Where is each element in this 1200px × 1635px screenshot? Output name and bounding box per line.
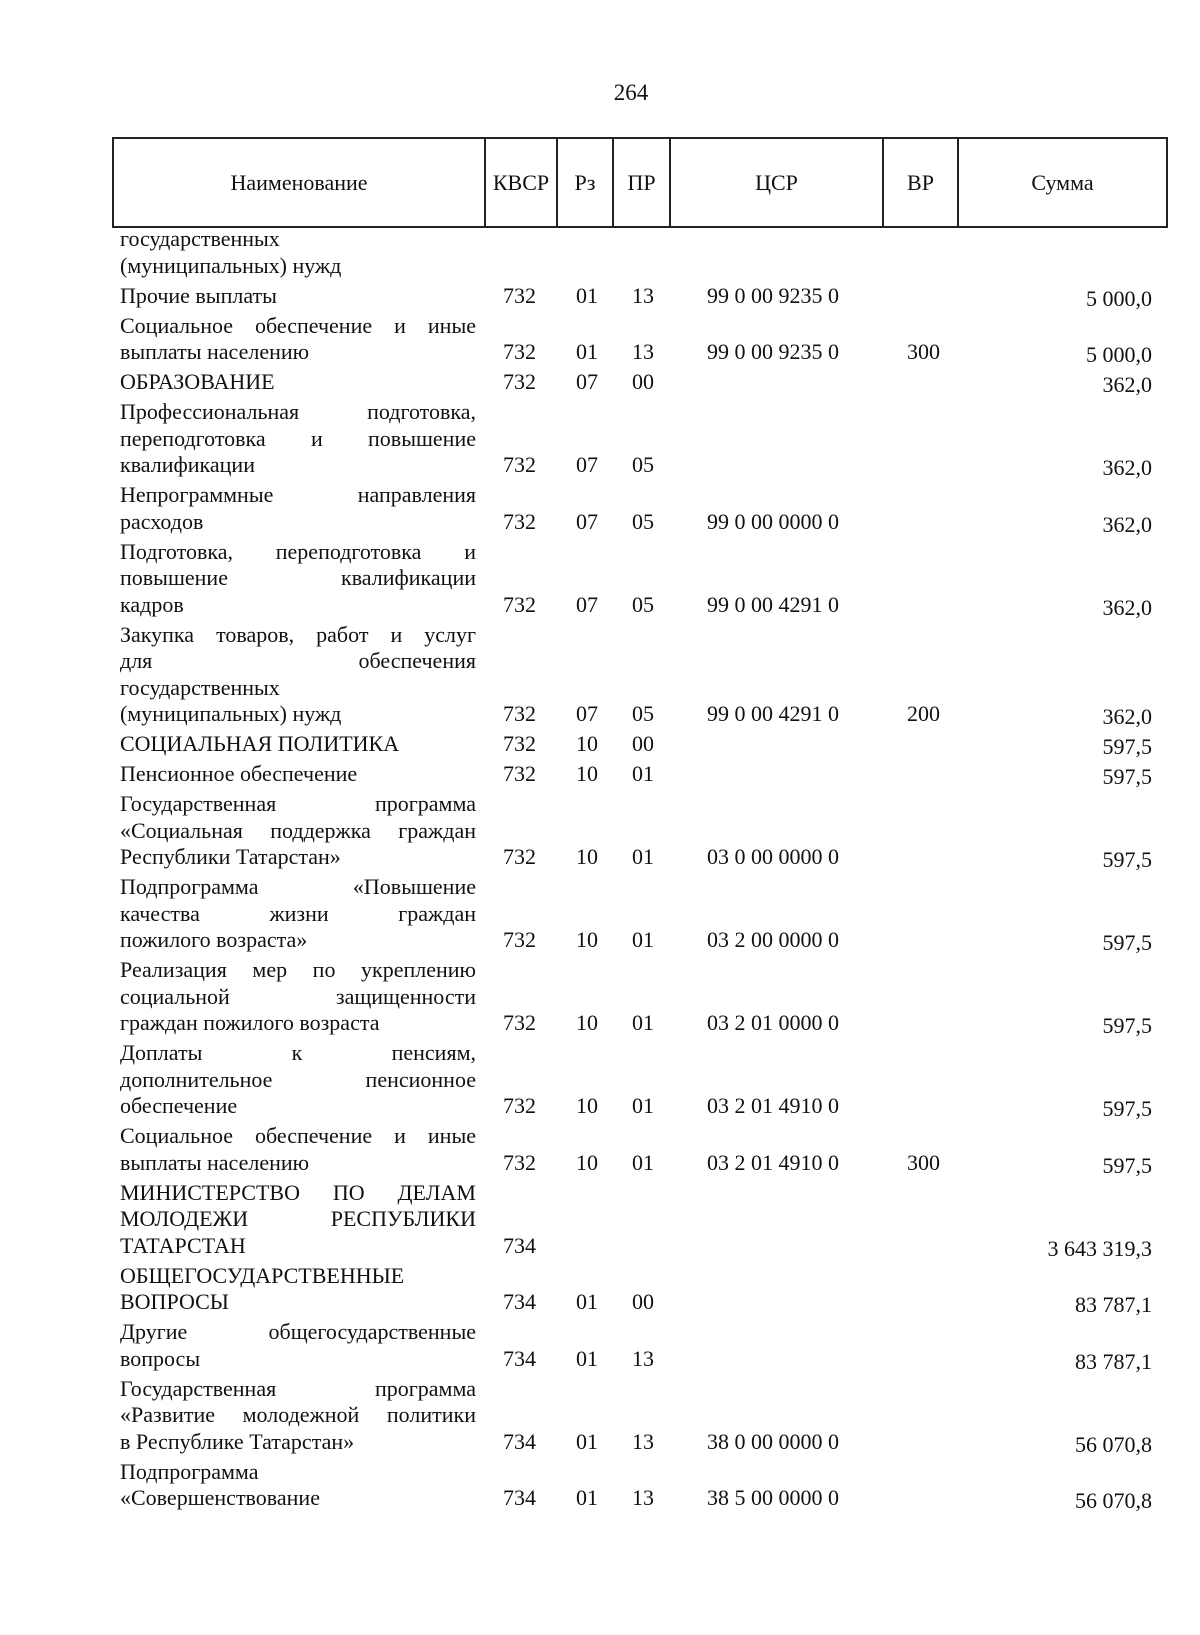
- row-sum: 83 787,1: [1075, 1348, 1152, 1374]
- row-name-line: Прочие выплаты: [120, 282, 277, 308]
- row-csr: 38 5 00 0000 0: [707, 1485, 839, 1510]
- row-name: [120, 369, 476, 396]
- row-name-line: повышение квалификации: [120, 565, 476, 590]
- row-kvsr: 732: [503, 452, 536, 477]
- table-header: [112, 137, 1168, 228]
- table-row: [0, 1263, 1200, 1316]
- row-name-line: Подпрограмма: [120, 1458, 259, 1484]
- table-row: [0, 761, 1200, 788]
- row-name-line: Республики Татарстан»: [120, 844, 341, 869]
- row-vr: 200: [907, 701, 940, 726]
- row-kvsr: 732: [503, 1093, 536, 1118]
- row-kvsr: 732: [503, 591, 536, 617]
- table-row: [0, 1376, 1200, 1456]
- row-name-line: Социальное обеспечение и иные: [120, 1123, 476, 1148]
- row-name-line: для обеспечения: [120, 648, 476, 673]
- table-row: [0, 874, 1200, 954]
- row-rz: 07: [576, 591, 598, 617]
- row-kvsr: 732: [503, 282, 536, 308]
- row-name-line: дополнительное пенсионное: [120, 1066, 476, 1092]
- table-row: [0, 1319, 1200, 1372]
- row-name-line: квалификации: [120, 452, 255, 477]
- row-sum: 597,5: [1102, 930, 1152, 955]
- row-name-line: Государственная программа: [120, 1375, 476, 1401]
- row-csr: 99 0 00 0000 0: [707, 508, 839, 534]
- row-sum: 597,5: [1102, 734, 1152, 759]
- row-kvsr: 732: [503, 1149, 536, 1175]
- row-name-line: вопросы: [120, 1345, 201, 1371]
- row-name-line: Доплаты к пенсиям,: [120, 1040, 476, 1065]
- row-rz: 10: [576, 1093, 598, 1118]
- row-name-line: ОБЩЕГОСУДАРСТВЕННЫЕ: [120, 1262, 405, 1288]
- row-kvsr: 732: [503, 508, 536, 534]
- row-name-line: Государственная программа: [120, 791, 476, 816]
- page-number: 264: [613, 80, 649, 105]
- row-sum: 56 070,8: [1075, 1488, 1152, 1513]
- row-rz: 10: [576, 761, 598, 786]
- header-kvsr: КВСР: [486, 139, 558, 226]
- header-csr: ЦСР: [671, 139, 884, 226]
- row-sum: 5 000,0: [1086, 285, 1152, 311]
- row-rz: 01: [576, 339, 598, 364]
- row-pr: 05: [632, 701, 654, 726]
- row-name-line: Реализация мер по укреплению: [120, 957, 476, 982]
- table-row: [0, 1180, 1200, 1260]
- row-name: [120, 313, 476, 366]
- row-kvsr: 734: [503, 1289, 536, 1314]
- row-name-line: государственных: [120, 226, 280, 251]
- row-name: [120, 1376, 476, 1456]
- row-pr: 01: [632, 1010, 654, 1035]
- row-sum: 56 070,8: [1075, 1431, 1152, 1457]
- row-rz: 10: [576, 927, 598, 952]
- row-kvsr: 734: [503, 1345, 536, 1371]
- row-sum: 362,0: [1102, 372, 1152, 397]
- row-rz: 10: [576, 1149, 598, 1175]
- row-pr: 01: [632, 761, 654, 786]
- row-name: [120, 957, 476, 1037]
- table-row: [0, 313, 1200, 366]
- row-name-line: выплаты населению: [120, 1149, 310, 1175]
- table-row: [0, 226, 1200, 279]
- row-sum: 362,0: [1102, 594, 1152, 620]
- table-row: [0, 791, 1200, 871]
- header-pr: ПР: [614, 139, 671, 226]
- row-pr: 05: [632, 508, 654, 534]
- row-rz: 10: [576, 1010, 598, 1035]
- row-sum: 597,5: [1102, 764, 1152, 789]
- table-row: [0, 482, 1200, 535]
- row-rz: 01: [576, 282, 598, 308]
- row-rz: 01: [576, 1485, 598, 1510]
- row-csr: 03 2 00 0000 0: [707, 927, 839, 952]
- row-name: [120, 226, 476, 279]
- header-rz: Рз: [558, 139, 614, 226]
- row-csr: 99 0 00 4291 0: [707, 701, 839, 726]
- row-sum: 3 643 319,3: [1047, 1235, 1152, 1261]
- row-name: [120, 791, 476, 871]
- row-kvsr: 732: [503, 369, 536, 394]
- row-pr: 01: [632, 1149, 654, 1175]
- row-csr: 03 2 01 0000 0: [707, 1010, 839, 1035]
- row-pr: 00: [632, 369, 654, 394]
- table-row: [0, 399, 1200, 479]
- table-row: [0, 369, 1200, 396]
- row-name: [120, 622, 476, 728]
- row-csr: 99 0 00 4291 0: [707, 591, 839, 617]
- row-pr: 05: [632, 591, 654, 617]
- table-row: [0, 957, 1200, 1037]
- row-vr: 300: [907, 1149, 940, 1175]
- row-name: [120, 1123, 476, 1176]
- row-name-line: в Республике Татарстан»: [120, 1428, 355, 1454]
- table-row: [0, 1040, 1200, 1120]
- row-pr: 01: [632, 927, 654, 952]
- row-name: [120, 482, 476, 535]
- row-kvsr: 732: [503, 761, 536, 786]
- row-name: [120, 761, 476, 788]
- row-rz: 07: [576, 701, 598, 726]
- row-name-line: «Совершенствование: [120, 1485, 320, 1510]
- row-pr: 13: [632, 1485, 654, 1510]
- row-name: [120, 1319, 476, 1372]
- table-row: [0, 283, 1200, 310]
- row-pr: 00: [632, 731, 654, 756]
- row-name-line: Другие общегосударственные: [120, 1319, 476, 1344]
- row-kvsr: 732: [503, 701, 536, 726]
- row-kvsr: 732: [503, 927, 536, 952]
- row-name-line: Пенсионное обеспечение: [120, 761, 358, 786]
- row-name-line: Закупка товаров, работ и услуг: [120, 621, 476, 647]
- table-row: [0, 539, 1200, 619]
- row-name: [120, 1040, 476, 1120]
- row-name-line: «Социальная поддержка граждан: [120, 817, 476, 843]
- row-name-line: кадров: [120, 591, 184, 617]
- row-name-line: МИНИСТЕРСТВО ПО ДЕЛАМ: [120, 1179, 476, 1205]
- header-name: Наименование: [114, 139, 486, 226]
- row-name-line: (муниципальных) нужд: [120, 701, 342, 726]
- row-pr: 00: [632, 1289, 654, 1314]
- row-name-line: ВОПРОСЫ: [120, 1289, 229, 1314]
- row-pr: 13: [632, 339, 654, 364]
- row-name-line: государственных: [120, 674, 280, 700]
- row-name: [120, 731, 476, 758]
- row-name-line: Социальное обеспечение и иные: [120, 312, 476, 338]
- row-kvsr: 732: [503, 731, 536, 756]
- row-vr: 300: [907, 339, 940, 364]
- row-csr: 99 0 00 9235 0: [707, 282, 839, 308]
- row-sum: 597,5: [1102, 1096, 1152, 1121]
- row-csr: 38 0 00 0000 0: [707, 1428, 839, 1454]
- table-row: [0, 1123, 1200, 1176]
- row-csr: 99 0 00 9235 0: [707, 339, 839, 364]
- row-rz: 07: [576, 369, 598, 394]
- row-name-line: МОЛОДЕЖИ РЕСПУБЛИКИ: [120, 1206, 476, 1231]
- header-vr: ВР: [884, 139, 959, 226]
- row-kvsr: 734: [503, 1232, 536, 1258]
- row-rz: 10: [576, 844, 598, 869]
- row-sum: 362,0: [1102, 704, 1152, 729]
- row-rz: 07: [576, 452, 598, 477]
- row-name: [120, 1459, 476, 1512]
- row-sum: 597,5: [1102, 847, 1152, 872]
- row-name-line: расходов: [120, 508, 204, 534]
- row-pr: 01: [632, 1093, 654, 1118]
- row-csr: 03 2 01 4910 0: [707, 1149, 839, 1175]
- row-csr: 03 2 01 4910 0: [707, 1093, 839, 1118]
- row-sum: 362,0: [1102, 511, 1152, 537]
- row-kvsr: 732: [503, 339, 536, 364]
- row-name-line: пожилого возраста»: [120, 927, 308, 952]
- row-sum: 83 787,1: [1075, 1292, 1152, 1317]
- row-name-line: переподготовка и повышение: [120, 425, 476, 451]
- row-name: [120, 283, 476, 310]
- row-pr: 05: [632, 452, 654, 477]
- row-name-line: «Развитие молодежной политики: [120, 1402, 476, 1427]
- row-name: [120, 399, 476, 479]
- row-kvsr: 734: [503, 1428, 536, 1454]
- row-pr: 13: [632, 1345, 654, 1371]
- row-name-line: (муниципальных) нужд: [120, 252, 342, 278]
- row-kvsr: 732: [503, 1010, 536, 1035]
- row-kvsr: 732: [503, 844, 536, 869]
- row-pr: 01: [632, 844, 654, 869]
- row-name-line: обеспечение: [120, 1093, 238, 1118]
- row-sum: 5 000,0: [1086, 342, 1152, 367]
- row-csr: 03 0 00 0000 0: [707, 844, 839, 869]
- row-name-line: Подпрограмма «Повышение: [120, 874, 476, 899]
- table-row: [0, 1459, 1200, 1512]
- row-rz: 07: [576, 508, 598, 534]
- row-name-line: ТАТАРСТАН: [120, 1232, 246, 1258]
- row-sum: 597,5: [1102, 1013, 1152, 1038]
- table-row: [0, 731, 1200, 758]
- row-rz: 01: [576, 1289, 598, 1314]
- row-rz: 01: [576, 1428, 598, 1454]
- row-sum: 362,0: [1102, 455, 1152, 480]
- row-name-line: социальной защищенности: [120, 983, 476, 1009]
- row-name-line: выплаты населению: [120, 339, 310, 364]
- row-name-line: качества жизни граждан: [120, 900, 476, 926]
- row-name-line: СОЦИАЛЬНАЯ ПОЛИТИКА: [120, 731, 400, 756]
- row-name: [120, 539, 476, 619]
- row-pr: 13: [632, 1428, 654, 1454]
- row-kvsr: 734: [503, 1485, 536, 1510]
- row-name-line: ОБРАЗОВАНИЕ: [120, 369, 275, 394]
- row-sum: 597,5: [1102, 1152, 1152, 1178]
- row-name-line: Подготовка, переподготовка и: [120, 538, 476, 564]
- row-pr: 13: [632, 282, 654, 308]
- row-name-line: Непрограммные направления: [120, 482, 476, 507]
- row-name-line: граждан пожилого возраста: [120, 1010, 380, 1035]
- row-name-line: Профессиональная подготовка,: [120, 399, 476, 424]
- row-name: [120, 1180, 476, 1260]
- table-row: [0, 622, 1200, 728]
- row-name: [120, 874, 476, 954]
- row-rz: 01: [576, 1345, 598, 1371]
- header-sum: Сумма: [1031, 169, 1094, 195]
- row-rz: 10: [576, 731, 598, 756]
- row-name: [120, 1263, 476, 1316]
